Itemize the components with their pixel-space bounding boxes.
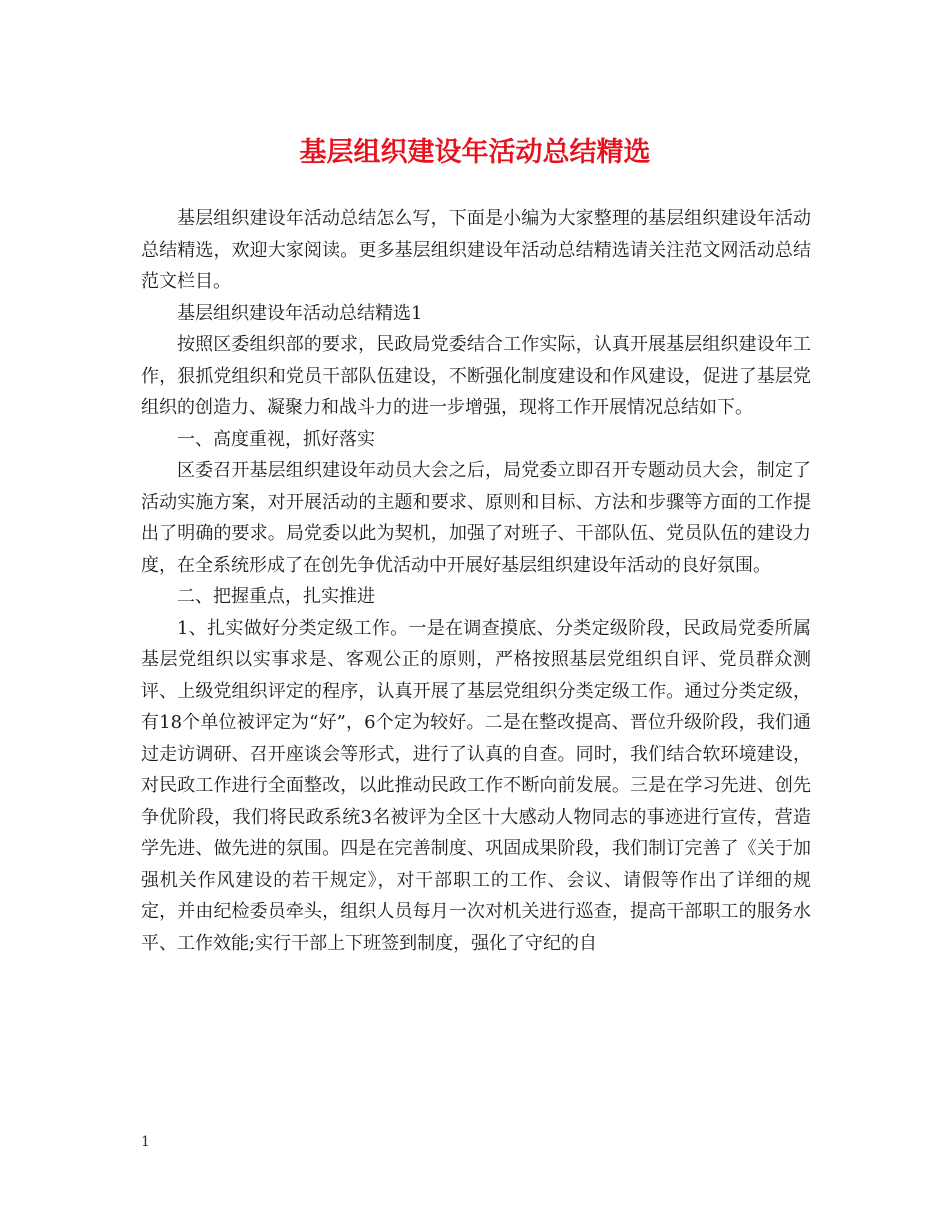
body-paragraph: 1、扎实做好分类定级工作。一是在调查摸底、分类定级阶段，民政局党委所属基层党组织以实事求是、客观公正的原则，严格按照基层党组织自评、党员群众测评、上级党组织评定的程序，认真开展了基层党组织分类定级工作。通过分类定级，有18个单位被评定为“好”，6个定为较好。二是在整改提高、晋位升级阶段，我们通过走访调研、召开座谈会等形式，进行了认真的自查。同时，我们结合软环境建设，对民政工作进行全面整改，以此推动民政工作不断向前发展。三是在学习先进、创先争优阶段，我们将民政系统3名被评为全区十大感动人物同志的事迹进行宣传，营造学先进、做先进的氛围。四是在完善制度、巩固成果阶段，我们制订完善了《关于加强机关作风建设的若干规定》，对干部职工的工作、会议、请假等作出了详细的规定，并由纪检委员牵头，组织人员每月一次对机关进行巡查，提高干部职工的服务水平、工作效能;实行干部上下班签到制度，强化了守纪的自 (141, 617, 811, 954)
intro-paragraph: 基层组织建设年活动总结怎么写，下面是小编为大家整理的基层组织建设年活动总结精选，欢迎大家阅读。更多基层组织建设年活动总结精选请关注范文网活动总结范文栏目。 (141, 208, 811, 292)
page-number: 1 (141, 1134, 150, 1150)
body-paragraph: 区委召开基层组织建设年动员大会之后，局党委立即召开专题动员大会，制定了活动实施方案，对开展活动的主题和要求、原则和目标、方法和步骤等方面的工作提出了明确的要求。局党委以此为契机，加强了对班子、干部队伍、党员队伍的建设力度，在全系统形成了在创先争优活动中开展好基层组织建设年活动的良好氛围。 (141, 460, 811, 576)
section-heading-1: 基层组织建设年活动总结精选1 (177, 302, 423, 324)
document-body (141, 203, 811, 959)
subsection-heading: 一、高度重视，抓好落实 (177, 428, 375, 450)
document-title: 基层组织建设年活动总结精选 (299, 137, 651, 168)
body-paragraph: 按照区委组织部的要求，民政局党委结合工作实际，认真开展基层组织建设年工作，狠抓党组织和党员干部队伍建设，不断强化制度建设和作风建设，促进了基层党组织的创造力、凝聚力和战斗力的进一步增强，现将工作开展情况总结如下。 (141, 334, 811, 418)
subsection-heading: 二、把握重点，扎实推进 (177, 586, 375, 607)
